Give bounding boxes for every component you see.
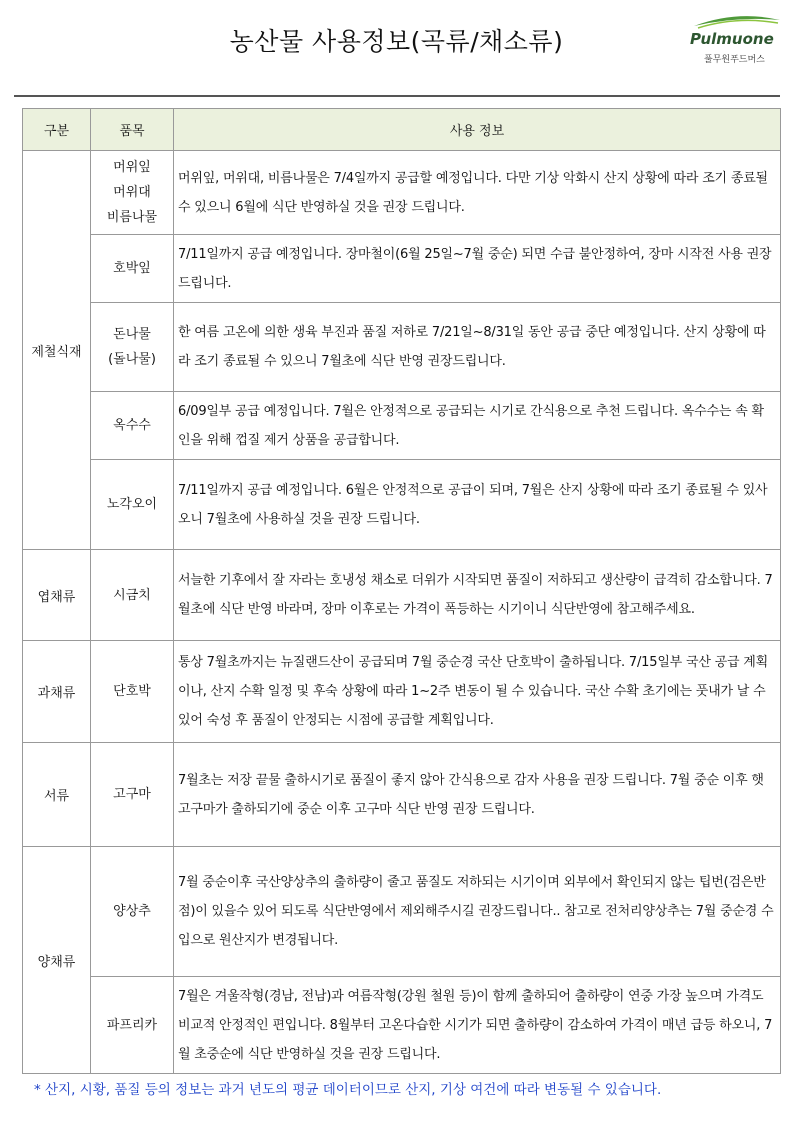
info-cell: 7/11일까지 공급 예정입니다. 장마철이(6월 25일~7월 중순) 되면 수급 불안정하여, 장마 시작전 사용 권장드립니다. [174,235,781,303]
header-info: 사용 정보 [174,109,781,151]
info-cell: 머위잎, 머위대, 비름나물은 7/4일까지 공급할 예정입니다. 다만 기상 악화시 산지 상황에 따라 조기 종료될 수 있으니 6월에 식단 반영하실 것을 권장 드립니다. [174,151,781,235]
info-cell: 7/11일까지 공급 예정입니다. 6월은 안정적으로 공급이 되며, 7월은 산지 상황에 따라 조기 종료될 수 있사오니 7월초에 사용하실 것을 권장 드립니다. [174,460,781,550]
item-cell: 머위잎 머위대 비름나물 [91,151,174,235]
item-cell: 양상추 [91,847,174,977]
table-row [23,743,781,847]
info-cell: 7월초는 저장 끝물 출하시기로 품질이 좋지 않아 간식용으로 감자 사용을 권장 드립니다. 7월 중순 이후 햇고구마가 출하되기에 중순 이후 고구마 식단 반영 권장 드립니다. [174,743,781,847]
item-cell: 옥수수 [91,392,174,460]
title-divider [14,95,780,97]
table-row [23,392,781,460]
table-row [23,235,781,303]
category-cell: 엽채류 [23,550,91,641]
page-title: 농산물 사용정보(곡류/채소류) [229,27,564,56]
footnote: * 산지, 시황, 품질 등의 정보는 과거 년도의 평균 데이터이므로 산지, 기상 여건에 따라 변동될 수 있습니다. [34,1082,662,1098]
item-cell: 파프리카 [91,977,174,1074]
table-header-row [23,109,781,151]
header-item: 품목 [91,109,174,151]
info-cell: 서늘한 기후에서 잘 자라는 호냉성 채소로 더위가 시작되면 품질이 저하되고 생산량이 급격히 감소합니다. 7월초에 식단 반영 바라며, 장마 이후로는 가격이 폭등하는 시기이니 식단반영에 참고해주세요. [174,550,781,641]
item-cell: 호박잎 [91,235,174,303]
table-row [23,460,781,550]
table-row [23,151,781,235]
category-cell: 서류 [23,743,91,847]
table-row [23,977,781,1074]
info-cell: 7월 중순이후 국산양상추의 출하량이 줄고 품질도 저하되는 시기이며 외부에서 확인되지 않는 팁번(검은반점)이 있을수 있어 되도록 식단반영에서 제외해주시길 권장드립니다.. 참고로 전처리양상추는 7월 중순경 수입으로 원산지가 변경됩니다. [174,847,781,977]
leaf-swoosh-icon [692,14,782,30]
table-row [23,847,781,977]
info-cell: 6/09일부 공급 예정입니다. 7월은 안정적으로 공급되는 시기로 간식용으로 추천 드립니다. 옥수수는 속 확인을 위해 껍질 제거 상품을 공급합니다. [174,392,781,460]
table-row [23,550,781,641]
info-cell: 7월은 겨울작형(경남, 전남)과 여름작형(강원 철원 등)이 함께 출하되어 출하량이 연중 가장 높으며 가격도 비교적 안정적인 편입니다. 8월부터 고온다습한 시기가 되면 출하량이 감소하여 가격이 매년 급등 하오니, 7월 초중순에 식단 반영하실 것을 권장 드립니다. [174,977,781,1074]
category-cell: 과채류 [23,641,91,743]
item-cell: 노각오이 [91,460,174,550]
produce-info-table [22,108,781,1074]
info-cell: 통상 7월초까지는 뉴질랜드산이 공급되며 7월 중순경 국산 단호박이 출하됩니다. 7/15일부 국산 공급 계획이나, 산지 수확 일정 및 후숙 상황에 따라 1~2주 변동이 될 수 있습니다. 국산 수확 초기에는 풋내가 날 수 있어 숙성 후 품질이 안정되는 시점에 공급할 계획입니다. [174,641,781,743]
info-cell: 한 여름 고온에 의한 생육 부진과 품질 저하로 7/21일~8/31일 동안 공급 중단 예정입니다. 산지 상황에 따라 조기 종료될 수 있으니 7월초에 식단 반영 권장드립니다. [174,303,781,392]
category-cell: 제철식재 [23,151,91,550]
logo-name: Pulmuone [690,30,774,48]
logo-subtitle: 풀무원푸드머스 [704,55,765,65]
item-cell: 고구마 [91,743,174,847]
item-cell: 시금치 [91,550,174,641]
item-cell: 돈나물 (돌나물) [91,303,174,392]
category-cell: 양채류 [23,847,91,1074]
table-row [23,641,781,743]
header-category: 구분 [23,109,91,151]
brand-logo [684,14,788,70]
table-row [23,303,781,392]
item-cell: 단호박 [91,641,174,743]
